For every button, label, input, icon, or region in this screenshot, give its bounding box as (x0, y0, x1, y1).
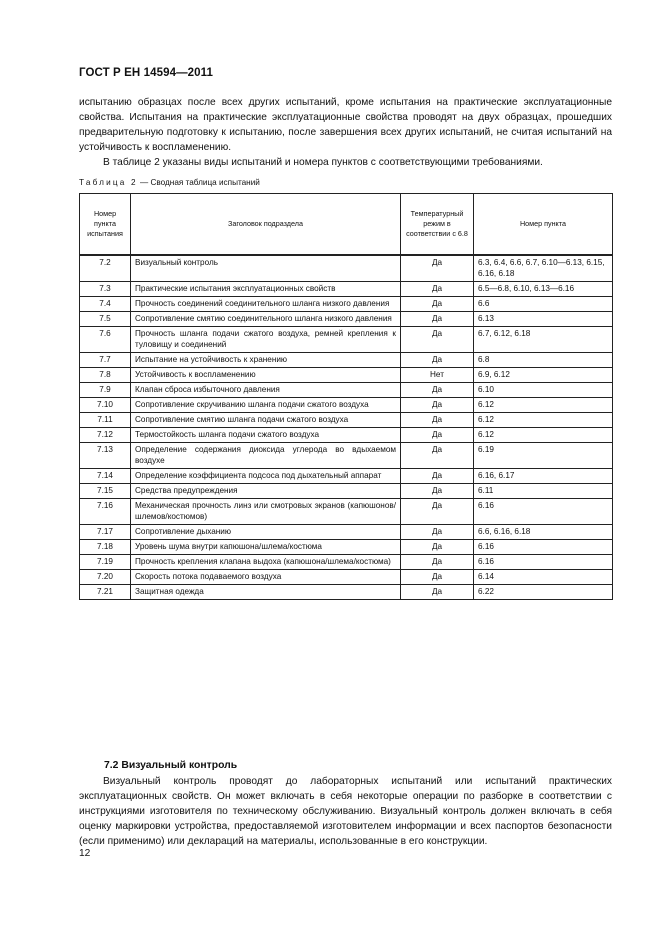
cell-temperature-mode: Да (401, 555, 474, 570)
cell-temperature-mode: Да (401, 525, 474, 540)
cell-subsection-title: Термостойкость шланга подачи сжатого воздуха (131, 428, 401, 443)
cell-requirement-clauses: 6.22 (474, 585, 613, 600)
cell-temperature-mode: Да (401, 469, 474, 484)
cell-requirement-clauses: 6.16 (474, 555, 613, 570)
cell-subsection-title: Скорость потока подаваемого воздуха (131, 570, 401, 585)
cell-requirement-clauses: 6.12 (474, 413, 613, 428)
table-row (80, 555, 613, 570)
cell-clause-number: 7.15 (80, 484, 131, 499)
cell-requirement-clauses: 6.12 (474, 428, 613, 443)
table-row (80, 398, 613, 413)
cell-clause-number: 7.16 (80, 499, 131, 525)
header-clause-number: Номер пункта испытания (80, 194, 131, 256)
intro-paragraph-2: В таблице 2 указаны виды испытаний и номера пунктов с соответствующими требованиями. (103, 157, 543, 168)
cell-requirement-clauses: 6.16, 6.17 (474, 469, 613, 484)
cell-clause-number: 7.3 (80, 282, 131, 297)
cell-temperature-mode: Да (401, 353, 474, 368)
cell-clause-number: 7.4 (80, 297, 131, 312)
table-row (80, 312, 613, 327)
table-row (80, 327, 613, 353)
cell-requirement-clauses: 6.14 (474, 570, 613, 585)
table-row (80, 469, 613, 484)
table-row (80, 353, 613, 368)
cell-subsection-title: Практические испытания эксплуатационных свойств (131, 282, 401, 297)
intro-paragraph-1: испытанию образцах после всех других испытаний, кроме испытания на практические эксплуатационные свойства. Испытания на практические эксплуатационные свойства проводят на двух образцах, прошедших предварительную подготовку к испытанию, после завершения всех других испытаний, не считая испытаний на устойчивость к воспламенению. (79, 97, 612, 153)
table-caption-text: — Сводная таблица испытаний (137, 178, 260, 187)
section-title: 7.2 Визуальный контроль (104, 760, 238, 771)
cell-subsection-title: Сопротивление дыханию (131, 525, 401, 540)
table-row (80, 540, 613, 555)
cell-temperature-mode: Да (401, 499, 474, 525)
cell-clause-number: 7.9 (80, 383, 131, 398)
cell-subsection-title: Определение коэффициента подсоса под дыхательный аппарат (131, 469, 401, 484)
cell-clause-number: 7.13 (80, 443, 131, 469)
cell-temperature-mode: Да (401, 484, 474, 499)
cell-temperature-mode: Да (401, 312, 474, 327)
cell-subsection-title: Клапан сброса избыточного давления (131, 383, 401, 398)
cell-subsection-title: Прочность крепления клапана выдоха (капюшона/шлема/костюма) (131, 555, 401, 570)
intro-text (79, 95, 612, 170)
table-row (80, 383, 613, 398)
cell-requirement-clauses: 6.16 (474, 499, 613, 525)
cell-requirement-clauses: 6.10 (474, 383, 613, 398)
cell-requirement-clauses: 6.12 (474, 398, 613, 413)
table-row (80, 484, 613, 499)
cell-temperature-mode: Да (401, 282, 474, 297)
cell-temperature-mode: Да (401, 540, 474, 555)
header-temperature-mode: Температурный режим в соответствии с 6.8 (401, 194, 474, 256)
tests-summary-table (79, 193, 613, 600)
table-row (80, 297, 613, 312)
cell-clause-number: 7.6 (80, 327, 131, 353)
cell-requirement-clauses: 6.8 (474, 353, 613, 368)
cell-temperature-mode: Да (401, 297, 474, 312)
table-body (80, 255, 613, 600)
cell-temperature-mode: Да (401, 413, 474, 428)
table-row (80, 368, 613, 383)
cell-subsection-title: Устойчивость к воспламенению (131, 368, 401, 383)
cell-subsection-title: Защитная одежда (131, 585, 401, 600)
table-row (80, 282, 613, 297)
cell-subsection-title: Визуальный контроль (131, 255, 401, 282)
cell-requirement-clauses: 6.6 (474, 297, 613, 312)
cell-temperature-mode: Да (401, 398, 474, 413)
cell-clause-number: 7.14 (80, 469, 131, 484)
page-number: 12 (79, 848, 91, 859)
cell-clause-number: 7.21 (80, 585, 131, 600)
cell-subsection-title: Механическая прочность линз или смотровых экранов (капюшонов/шлемов/костюмов) (131, 499, 401, 525)
cell-requirement-clauses: 6.19 (474, 443, 613, 469)
cell-clause-number: 7.12 (80, 428, 131, 443)
cell-clause-number: 7.20 (80, 570, 131, 585)
table-row (80, 499, 613, 525)
cell-requirement-clauses: 6.13 (474, 312, 613, 327)
cell-temperature-mode: Да (401, 570, 474, 585)
cell-requirement-clauses: 6.5—6.8, 6.10, 6.13—6.16 (474, 282, 613, 297)
header-subsection-title: Заголовок подраздела (131, 194, 401, 256)
cell-subsection-title: Средства предупреждения (131, 484, 401, 499)
cell-subsection-title: Сопротивление скручиванию шланга подачи сжатого воздуха (131, 398, 401, 413)
table-row (80, 255, 613, 282)
cell-temperature-mode: Да (401, 428, 474, 443)
cell-subsection-title: Уровень шума внутри капюшона/шлема/костюма (131, 540, 401, 555)
cell-subsection-title: Испытание на устойчивость к хранению (131, 353, 401, 368)
table-row (80, 525, 613, 540)
cell-requirement-clauses: 6.11 (474, 484, 613, 499)
table-header-row (80, 194, 613, 256)
cell-subsection-title: Сопротивление смятию шланга подачи сжатого воздуха (131, 413, 401, 428)
cell-clause-number: 7.11 (80, 413, 131, 428)
cell-clause-number: 7.10 (80, 398, 131, 413)
table-row (80, 443, 613, 469)
cell-clause-number: 7.8 (80, 368, 131, 383)
cell-subsection-title: Прочность шланга подачи сжатого воздуха, ремней крепления к туловищу и соединений (131, 327, 401, 353)
cell-temperature-mode: Да (401, 255, 474, 282)
cell-temperature-mode: Да (401, 383, 474, 398)
table-row (80, 413, 613, 428)
cell-clause-number: 7.7 (80, 353, 131, 368)
document-header: ГОСТ Р ЕН 14594—2011 (79, 67, 214, 79)
cell-clause-number: 7.19 (80, 555, 131, 570)
cell-subsection-title: Прочность соединений соединительного шланга низкого давления (131, 297, 401, 312)
table-caption (79, 178, 260, 187)
cell-clause-number: 7.18 (80, 540, 131, 555)
cell-temperature-mode: Да (401, 327, 474, 353)
cell-requirement-clauses: 6.3, 6.4, 6.6, 6.7, 6.10—6.13, 6.15, 6.16, 6.18 (474, 255, 613, 282)
table-row (80, 570, 613, 585)
cell-subsection-title: Определение содержания диоксида углерода во вдыхаемом воздухе (131, 443, 401, 469)
cell-requirement-clauses: 6.16 (474, 540, 613, 555)
cell-clause-number: 7.5 (80, 312, 131, 327)
cell-requirement-clauses: 6.9, 6.12 (474, 368, 613, 383)
cell-requirement-clauses: 6.6, 6.16, 6.18 (474, 525, 613, 540)
section-paragraph: Визуальный контроль проводят до лабораторных испытаний или испытаний практических эксплуатационных свойств. Он может включать в себя некоторые операции по разборке в соответствии с инструкциями изготовителя по техническому обслуживанию. Визуальный контроль должен включать в себя оценку маркировки устройства, предоставляемой изготовителем информации и всех паспортов безопасности (если применимо) или деклараций на материалы, использованные в его конструкции. (79, 776, 612, 847)
table-caption-label: Таблица 2 (79, 178, 138, 187)
cell-temperature-mode: Нет (401, 368, 474, 383)
cell-clause-number: 7.17 (80, 525, 131, 540)
table-row (80, 428, 613, 443)
cell-temperature-mode: Да (401, 443, 474, 469)
cell-clause-number: 7.2 (80, 255, 131, 282)
cell-requirement-clauses: 6.7, 6.12, 6.18 (474, 327, 613, 353)
header-requirement-clause: Номер пункта (474, 194, 613, 256)
table-row (80, 585, 613, 600)
cell-subsection-title: Сопротивление смятию соединительного шланга низкого давления (131, 312, 401, 327)
section-body (79, 774, 612, 849)
cell-temperature-mode: Да (401, 585, 474, 600)
